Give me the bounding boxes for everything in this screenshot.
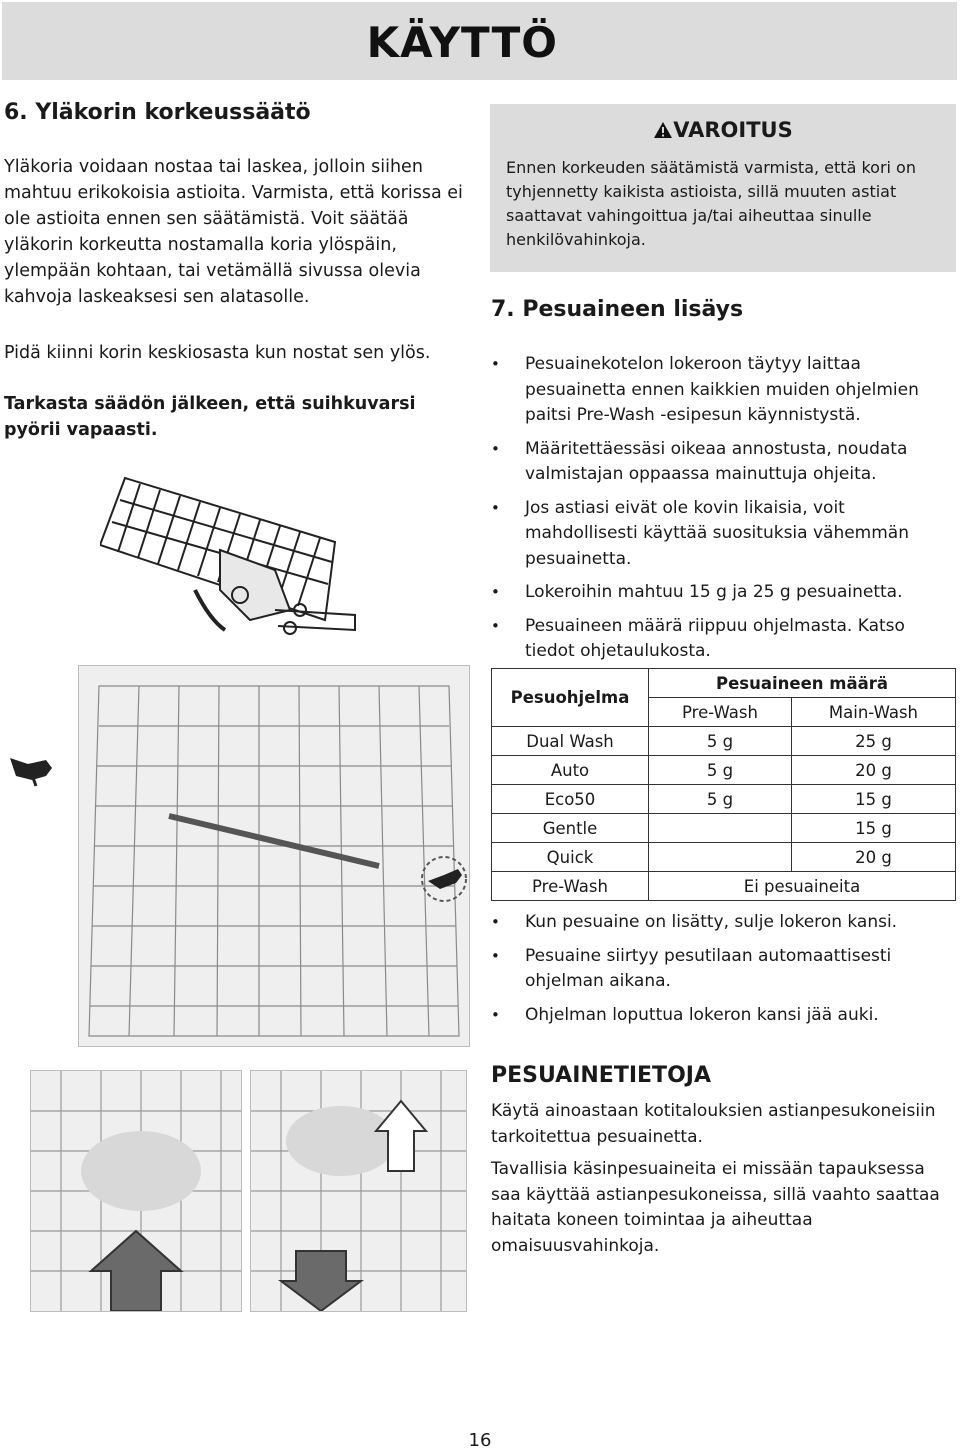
lower-basket-graphic <box>251 1071 466 1311</box>
list-item: • Kun pesuaine on lisätty, sulje lokeron kansi. <box>491 910 953 936</box>
list-item: • Pesuaine siirtyy pesutilaan automaattisesti ohjelman aikana. <box>491 944 953 995</box>
raise-basket-graphic <box>31 1071 241 1311</box>
basket-wire-graphic <box>79 666 469 1046</box>
section-6-hold-note: Pidä kiinni korin keskiosasta kun nostat sen ylös. <box>4 343 431 363</box>
prewash-cell: 5 g <box>649 785 792 814</box>
section-6-paragraph: Yläkoria voidaan nostaa tai laskea, jolloin siihen mahtuu erikokoisia astioita. Varmista, että korissa ei ole astioita ennen sen säätämistä. Voit säätää yläkorin korkeutta nostamalla koria ylöspäin, ylempään kohtaan, tai vetämällä sivussa olevia kahvoja laskeaksesi sen alatasolle. <box>4 157 463 307</box>
pointing-hand-icon <box>6 750 56 795</box>
detergent-table <box>491 668 956 901</box>
up-arrow-icon <box>91 1231 181 1311</box>
lower-basket-photo <box>250 1070 467 1312</box>
mainwash-cell: 15 g <box>791 814 955 843</box>
list-item: • Määritettäessäsi oikeaa annostusta, noudata valmistajan oppaassa mainuttuja ohjeita. <box>491 437 953 488</box>
list-item: • Pesuaineen määrä riippuu ohjelmasta. Katso tiedot ohjetaulukosta. <box>491 614 953 665</box>
upper-basket-photo <box>78 665 470 1047</box>
info-paragraph-2: Tavallisia käsinpesuaineita ei missään tapauksessa saa käyttää astianpesukoneissa, sillä vaahto saattaa haitata koneen toimintaa ja aiheuttaa omaisuusvahinkoja. <box>491 1159 940 1256</box>
info-heading: PESUAINETIETOJA <box>491 1063 711 1088</box>
pointing-hand-icon <box>420 855 468 903</box>
list-item: • Pesuainekotelon lokeroon täytyy laittaa pesuainetta ennen kaikkien muiden ohjelmien paitsi Pre-Wash -esipesun käynnistystä. <box>491 352 953 429</box>
warning-title <box>490 118 956 142</box>
raise-basket-photo <box>30 1070 242 1312</box>
prewash-cell: 5 g <box>649 756 792 785</box>
mainwash-cell: 25 g <box>791 727 955 756</box>
column-header-mainwash: Main-Wash <box>791 698 955 727</box>
page-number: 16 <box>468 1430 492 1451</box>
mainwash-cell: 15 g <box>791 785 955 814</box>
page-title: KÄYTTÖ <box>366 18 558 67</box>
column-header-amount: Pesuaineen määrä <box>649 669 956 698</box>
section-7-heading: 7. Pesuaineen lisäys <box>491 297 744 322</box>
list-item: • Lokeroihin mahtuu 15 g ja 25 g pesuainetta. <box>491 580 953 606</box>
prewash-cell <box>649 843 792 872</box>
warning-title-text: VAROITUS <box>673 118 793 142</box>
info-paragraph-1: Käytä ainoastaan kotitalouksien astianpesukoneisiin tarkoitettua pesuainetta. <box>491 1101 936 1147</box>
table-row <box>492 756 956 785</box>
table-header-row <box>492 669 956 698</box>
basket-handle-illustration <box>100 470 360 650</box>
program-cell: Eco50 <box>492 785 649 814</box>
warning-triangle-icon <box>653 121 673 139</box>
list-item: • Ohjelman loputtua lokeron kansi jää auki. <box>491 1003 953 1029</box>
column-header-program: Pesuohjelma <box>492 669 649 727</box>
table-row <box>492 872 956 901</box>
section-6-check-note: Tarkasta säädön jälkeen, että suihkuvarsi pyörii vapaasti. <box>4 394 416 440</box>
table-row <box>492 814 956 843</box>
table-row <box>492 727 956 756</box>
program-cell: Dual Wash <box>492 727 649 756</box>
prewash-cell <box>649 814 792 843</box>
detergent-bullet-list <box>491 352 953 673</box>
warning-text: Ennen korkeuden säätämistä varmista, että kori on tyhjennetty kaikista astioista, sillä muuten astiat saattavat vahingoittua ja/tai aiheuttaa sinulle henkilövahinkoja. <box>506 158 916 249</box>
list-item: • Jos astiasi eivät ole kovin likaisia, voit mahdollisesti käyttää suosituksia vähemmän pesuainetta. <box>491 496 953 573</box>
mainwash-cell: 20 g <box>791 843 955 872</box>
section-6-heading: 6. Yläkorin korkeussäätö <box>4 100 311 125</box>
program-cell: Gentle <box>492 814 649 843</box>
program-cell: Pre-Wash <box>492 872 649 901</box>
warning-box <box>490 104 956 272</box>
table-row <box>492 843 956 872</box>
mainwash-cell: 20 g <box>791 756 955 785</box>
program-cell: Quick <box>492 843 649 872</box>
table-row <box>492 785 956 814</box>
program-cell: Auto <box>492 756 649 785</box>
detergent-after-list <box>491 910 953 1036</box>
prewash-cell: 5 g <box>649 727 792 756</box>
down-arrow-icon <box>281 1251 361 1311</box>
column-header-prewash: Pre-Wash <box>649 698 792 727</box>
no-detergent-cell: Ei pesuaineita <box>649 872 956 901</box>
